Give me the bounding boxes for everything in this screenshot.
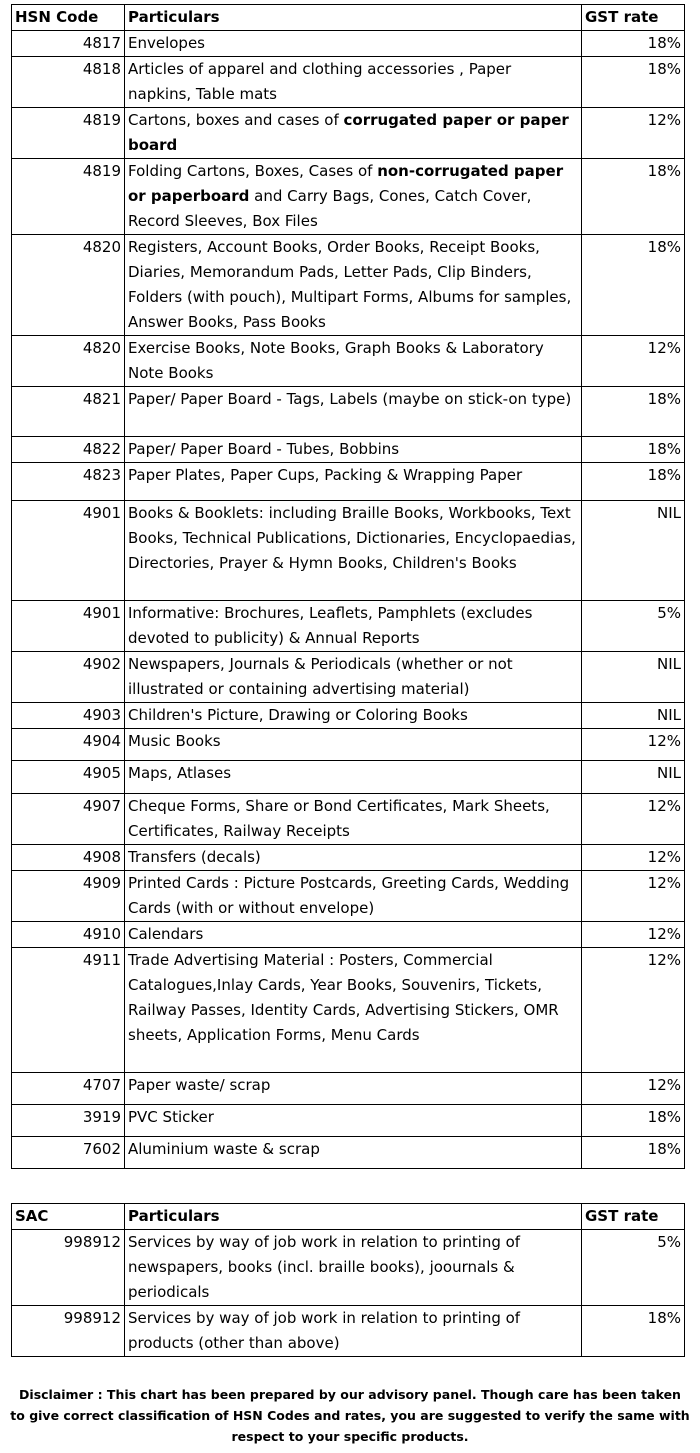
particulars-cell [125,703,582,729]
code-cell: 4911 [12,948,125,1073]
code-cell: 998912 [12,1230,125,1306]
gst-rate-cell: 18% [582,1105,685,1137]
particulars-text: Newspapers, Journals & Periodicals (whether or not illustrated or containing advertising material) [128,655,513,698]
code-cell: 4903 [12,703,125,729]
table-row [12,1105,685,1137]
particulars-cell [125,387,582,437]
gst-rate-cell: 18% [582,463,685,501]
particulars-text: PVC Sticker [128,1108,214,1126]
sac-code-header: SAC [12,1204,125,1230]
table-row [12,652,685,703]
particulars-cell [125,235,582,336]
table-row [12,1073,685,1105]
particulars-text: Paper Plates, Paper Cups, Packing & Wrapping Paper [128,466,523,484]
table-row [12,1137,685,1169]
gst-rate-cell: 18% [582,159,685,235]
particulars-cell [125,501,582,601]
particulars-text: Transfers (decals) [128,848,261,866]
gst-rate-cell: 12% [582,922,685,948]
particulars-text: Folding Cartons, Boxes, Cases of [128,162,378,180]
particulars-text: Informative: Brochures, Leaflets, Pamphlets (excludes devoted to publicity) & Annual Reports [128,604,533,647]
code-cell: 4907 [12,794,125,845]
gst-rate-cell: 12% [582,729,685,761]
code-cell: 3919 [12,1105,125,1137]
code-cell: 4822 [12,437,125,463]
particulars-cell [125,922,582,948]
particulars-cell [125,845,582,871]
code-cell: 4818 [12,57,125,108]
code-cell: 4909 [12,871,125,922]
particulars-text: Services by way of job work in relation to printing of products (other than above) [128,1309,521,1352]
gst-rate-header: GST rate [582,1204,685,1230]
particulars-cell [125,794,582,845]
particulars-bold-text: non-corrugated paper or paperboard [128,162,564,205]
particulars-cell [125,463,582,501]
code-cell: 4820 [12,336,125,387]
table-row [12,922,685,948]
particulars-text: and Carry Bags, Cones, Catch Cover, Record Sleeves, Box Files [128,187,532,230]
particulars-cell [125,1105,582,1137]
particulars-text: Paper/ Paper Board - Tubes, Bobbins [128,440,400,458]
table-row [12,501,685,601]
code-cell: 4905 [12,761,125,794]
particulars-cell [125,1137,582,1169]
gst-rate-cell: 18% [582,1306,685,1357]
gst-rate-cell: 5% [582,601,685,652]
code-cell: 4823 [12,463,125,501]
particulars-cell [125,159,582,235]
table-row [12,437,685,463]
gst-rate-cell: NIL [582,652,685,703]
gst-rate-cell: 18% [582,437,685,463]
particulars-text: Music Books [128,732,221,750]
particulars-cell [125,601,582,652]
hsn-header-row [12,5,685,31]
table-row [12,761,685,794]
code-cell: 4904 [12,729,125,761]
gst-rate-cell: 12% [582,108,685,159]
particulars-text: Cartons, boxes and cases of [128,111,344,129]
code-cell: 4901 [12,501,125,601]
table-row [12,159,685,235]
particulars-text: Children's Picture, Drawing or Coloring Books [128,706,468,724]
table-row [12,1306,685,1357]
particulars-bold-text: corrugated paper or paper board [128,111,569,154]
code-cell: 4707 [12,1073,125,1105]
code-cell: 4819 [12,159,125,235]
code-cell: 4901 [12,601,125,652]
particulars-text: Aluminium waste & scrap [128,1140,320,1158]
sac-rate-table [11,1203,685,1357]
particulars-cell [125,729,582,761]
table-row [12,108,685,159]
gst-rate-cell: NIL [582,761,685,794]
particulars-cell [125,108,582,159]
table-row [12,387,685,437]
particulars-text: Cheque Forms, Share or Bond Certificates, Mark Sheets, Certificates, Railway Receipts [128,797,550,840]
particulars-cell [125,1073,582,1105]
hsn-code-header: HSN Code [12,5,125,31]
gst-rate-cell: 12% [582,336,685,387]
gst-rate-cell: 18% [582,235,685,336]
particulars-text: Exercise Books, Note Books, Graph Books & Laboratory Note Books [128,339,544,382]
code-cell: 4902 [12,652,125,703]
particulars-text: Calendars [128,925,204,943]
table-row [12,729,685,761]
particulars-text: Printed Cards : Picture Postcards, Greeting Cards, Wedding Cards (with or without envelope) [128,874,570,917]
code-cell: 4821 [12,387,125,437]
particulars-text: Envelopes [128,34,205,52]
code-cell: 4817 [12,31,125,57]
particulars-text: Registers, Account Books, Order Books, Receipt Books, Diaries, Memorandum Pads, Letter Pads, Clip Binders, Folders (with pouch), Multipart Forms, Albums for samples, Answer Books, Pass Books [128,238,572,331]
particulars-text: Services by way of job work in relation to printing of newspapers, books (incl. braille books), joournals & periodicals [128,1233,521,1301]
gst-rate-cell: 18% [582,387,685,437]
particulars-cell [125,437,582,463]
gst-rate-cell: 12% [582,948,685,1073]
gst-rate-cell: 12% [582,1073,685,1105]
table-row [12,31,685,57]
hsn-rate-table [11,4,685,1169]
code-cell: 4820 [12,235,125,336]
table-row [12,235,685,336]
gst-rate-cell: 12% [582,794,685,845]
gst-rate-cell: 18% [582,31,685,57]
particulars-header: Particulars [125,5,582,31]
code-cell: 998912 [12,1306,125,1357]
disclaimer-text: Disclaimer : This chart has been prepared by our advisory panel. Though care has been taken to give correct classification of HSN Codes and rates, you are suggested to verify the same with respect to your specific products. [10,1387,690,1444]
table-row [12,601,685,652]
code-cell: 4908 [12,845,125,871]
table-row [12,703,685,729]
code-cell: 4910 [12,922,125,948]
particulars-text: Paper waste/ scrap [128,1076,271,1094]
code-cell: 4819 [12,108,125,159]
particulars-text: Maps, Atlases [128,764,232,782]
particulars-cell [125,1230,582,1306]
particulars-cell [125,871,582,922]
gst-rate-cell: 12% [582,845,685,871]
table-row [12,948,685,1073]
gst-rate-cell: 12% [582,871,685,922]
particulars-cell [125,31,582,57]
particulars-cell [125,57,582,108]
table-row [12,1230,685,1306]
particulars-text: Books & Booklets: including Braille Books, Workbooks, Text Books, Technical Publications, Dictionaries, Encyclopaedias, Directories, Prayer & Hymn Books, Children's Books [128,504,576,572]
table-row [12,336,685,387]
particulars-cell [125,336,582,387]
particulars-cell [125,761,582,794]
particulars-text: Articles of apparel and clothing accessories , Paper napkins, Table mats [128,60,512,103]
code-cell: 7602 [12,1137,125,1169]
table-row [12,57,685,108]
table-row [12,871,685,922]
gst-rate-cell: 18% [582,57,685,108]
gst-rate-cell: NIL [582,501,685,601]
gst-rate-cell: 5% [582,1230,685,1306]
particulars-header: Particulars [125,1204,582,1230]
particulars-text: Paper/ Paper Board - Tags, Labels (maybe on stick-on type) [128,390,572,408]
sac-header-row [12,1204,685,1230]
table-row [12,463,685,501]
particulars-text: Trade Advertising Material : Posters, Commercial Catalogues,Inlay Cards, Year Books, Souvenirs, Tickets, Railway Passes, Identity Cards, Advertising Stickers, OMR sheets, Application Forms, Menu Cards [128,951,559,1044]
table-row [12,794,685,845]
gst-rate-cell: 18% [582,1137,685,1169]
gst-rate-cell: NIL [582,703,685,729]
particulars-cell [125,1306,582,1357]
particulars-cell [125,652,582,703]
gst-rate-header: GST rate [582,5,685,31]
particulars-cell [125,948,582,1073]
table-row [12,845,685,871]
